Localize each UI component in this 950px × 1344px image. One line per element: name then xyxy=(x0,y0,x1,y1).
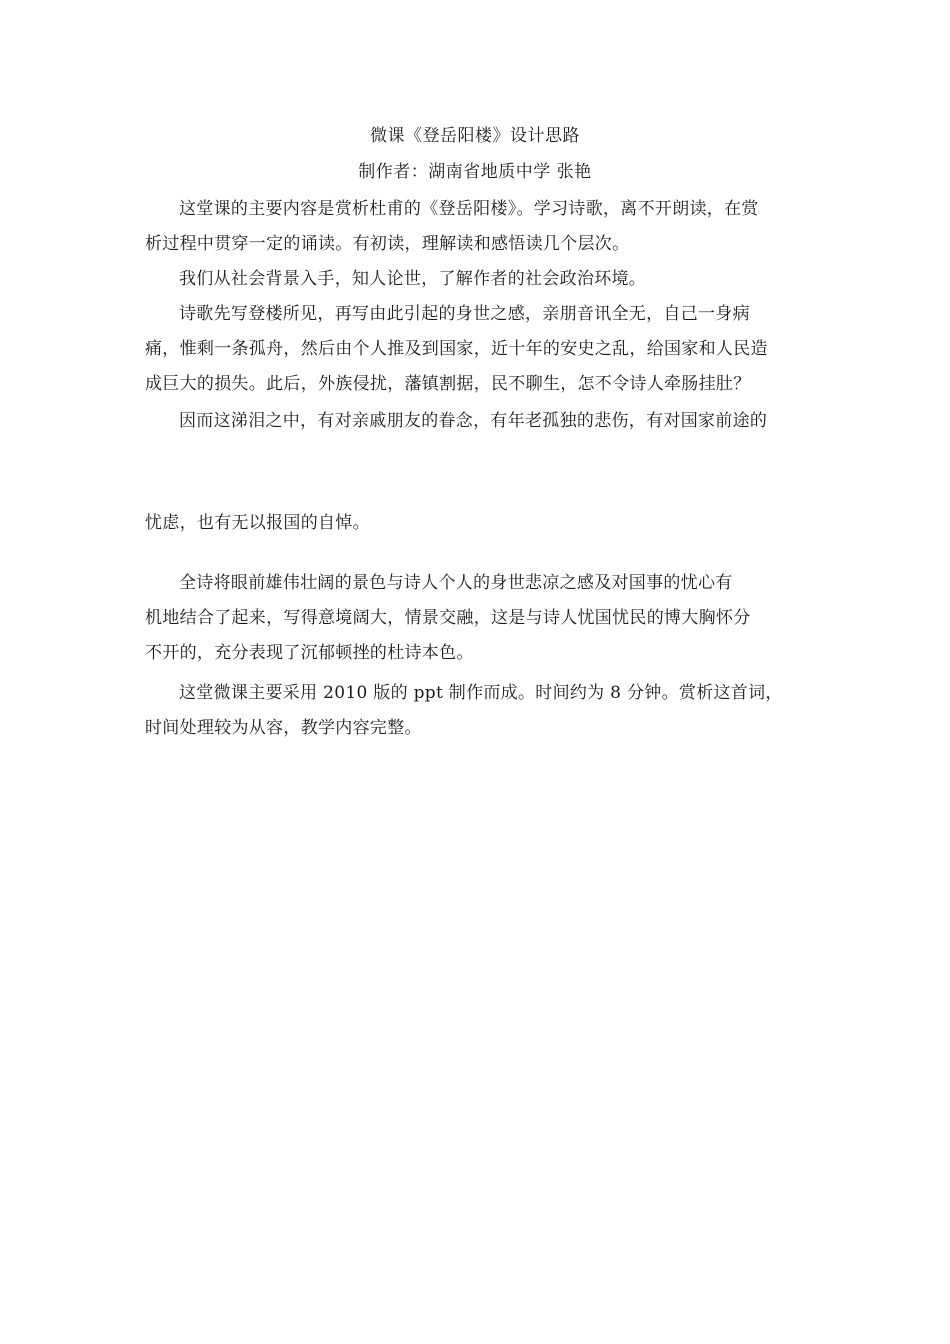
paragraph-summary xyxy=(145,566,809,671)
paragraph-poem-content xyxy=(145,297,809,402)
author-line: 制作者：湖南省地质中学 张艳 xyxy=(358,162,592,182)
paragraph-line: 因而这涕泪之中，有对亲戚朋友的眷念，有年老孤独的悲伤，有对国家前途的 xyxy=(179,411,768,431)
paragraph-emotions-continued xyxy=(145,506,809,541)
paragraph-line: 成巨大的损失。此后，外族侵扰，藩镇割据，民不聊生，怎不令诗人牵肠挂肚？ xyxy=(145,374,751,394)
paragraph-background xyxy=(145,262,809,297)
paragraph-line: 时间处理较为从容，教学内容完整。 xyxy=(145,718,422,738)
paragraph-line: 机地结合了起来，写得意境阔大，情景交融，这是与诗人忧国忧民的博大胸怀分 xyxy=(145,608,751,628)
paragraph-line: 全诗将眼前雄伟壮阔的景色与诗人个人的身世悲凉之感及对国事的忧心有 xyxy=(179,573,733,593)
paragraph-line: 忧虑，也有无以报国的自悼。 xyxy=(145,513,370,533)
paragraph-intro xyxy=(145,192,809,262)
paragraph-production-notes xyxy=(145,676,809,746)
paragraph-line: 诗歌先写登楼所见，再写由此引起的身世之感，亲朋音讯全无，自己一身病 xyxy=(179,304,750,324)
paragraph-line: 这堂课的主要内容是赏析杜甫的《登岳阳楼》。学习诗歌，离不开朗读，在赏 xyxy=(179,199,759,219)
paragraph-line: 痛，惟剩一条孤舟，然后由个人推及到国家，近十年的安史之乱，给国家和人民造 xyxy=(145,339,768,359)
paragraph-line: 我们从社会背景入手，知人论世，了解作者的社会政治环境。 xyxy=(179,269,647,289)
paragraph-line: 这堂微课主要采用 2010 版的 ppt 制作而成。时间约为 8 分钟。赏析这首词， xyxy=(179,683,783,703)
paragraph-line: 析过程中贯穿一定的诵读。有初读，理解读和感悟读几个层次。 xyxy=(145,234,630,254)
document-title: 微课《登岳阳楼》设计思路 xyxy=(370,126,580,146)
paragraph-emotions xyxy=(145,404,809,439)
paragraph-line: 不开的，充分表现了沉郁顿挫的杜诗本色。 xyxy=(145,643,474,663)
